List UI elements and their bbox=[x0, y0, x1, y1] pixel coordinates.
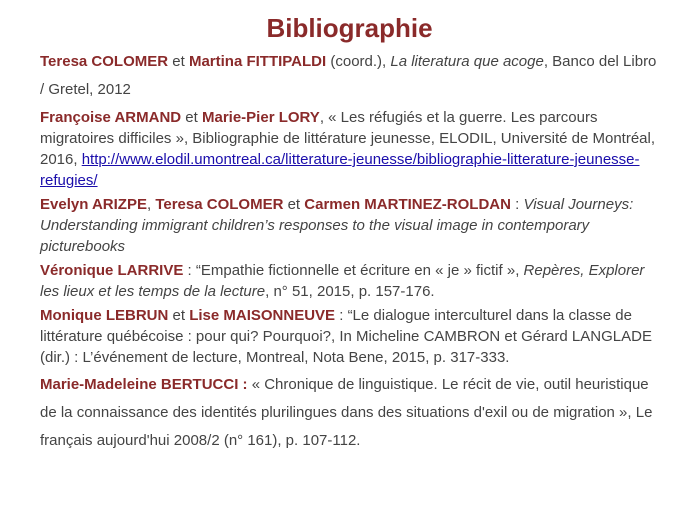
bibliography-entry-bertucci bbox=[40, 371, 659, 455]
entry-text: , Banco del Libro / Gretel, 2012 bbox=[40, 53, 657, 98]
author: Françoise ARMAND bbox=[40, 109, 182, 126]
author: Véronique LARRIVE bbox=[40, 262, 184, 279]
work-title: Repères, Explorer les lieux et les temps de la lecture bbox=[40, 262, 645, 300]
entry-text: , n° 51, 2015, p. 157-176. bbox=[265, 283, 435, 300]
author: Lise MAISONNEUVE bbox=[189, 307, 336, 324]
entry-text: « Chronique de linguistique. Le récit de vie, outil heuristique de la connaissance des identités plurilingues dans des situations d'exil ou de migration », Le français aujourd'hui 2008/2 (n° 161), p. 107-112. bbox=[40, 376, 653, 449]
author: Martina FITTIPALDI bbox=[188, 53, 327, 70]
elodil-link[interactable]: http://www.elodil.umontreal.ca/litterature-jeunesse/bibliographie-litterature-jeunesse-refugies/ bbox=[40, 151, 640, 189]
bibliography-entry-lebrun bbox=[40, 305, 659, 368]
work-title: Visual Journeys: Understanding immigrant children’s responses to the visual image in contemporary picturebooks bbox=[40, 196, 634, 255]
entry-text: (coord.), bbox=[326, 53, 391, 70]
bibliography-entry-larrive bbox=[40, 260, 659, 302]
bibliography-entry-arizpe bbox=[40, 194, 659, 257]
connector: et bbox=[283, 196, 305, 213]
entry-text: : “Empathie fictionnelle et écriture en « je » fictif », bbox=[183, 262, 524, 279]
entry-text: , « Les réfugiés et la guerre. Les parcours migratoires difficiles », Bibliographie de littérature jeunesse, ELODIL, Université de Montréal, 2016, bbox=[40, 109, 656, 168]
author: Teresa COLOMER bbox=[155, 196, 284, 213]
entry-text: : “Le dialogue interculturel dans la classe de littérature québécoise : pour qui? Pourquoi?, In Micheline CAMBRON et Gérard LANGLADE (dir.) : L’événement de lecture, Montreal, Nota Bene, 2015, p. 317-333. bbox=[40, 307, 652, 366]
connector: et bbox=[168, 53, 189, 70]
author: Marie-Madeleine BERTUCCI : bbox=[40, 376, 248, 393]
bibliography-entry-armand bbox=[40, 107, 659, 191]
author: Monique LEBRUN bbox=[40, 307, 169, 324]
bibliography-entry-colomer bbox=[40, 48, 659, 104]
author: Evelyn ARIZPE bbox=[40, 196, 147, 213]
author: Marie-Pier LORY bbox=[202, 109, 320, 126]
connector: et bbox=[168, 307, 190, 324]
author: Teresa COLOMER bbox=[40, 53, 169, 70]
connector: , bbox=[146, 196, 156, 213]
connector: et bbox=[181, 109, 202, 126]
work-title: La literatura que acoge bbox=[390, 53, 544, 70]
entry-text: : bbox=[510, 196, 524, 213]
author: Carmen MARTINEZ-ROLDAN bbox=[304, 196, 511, 213]
page-title: Bibliographie bbox=[266, 13, 433, 43]
